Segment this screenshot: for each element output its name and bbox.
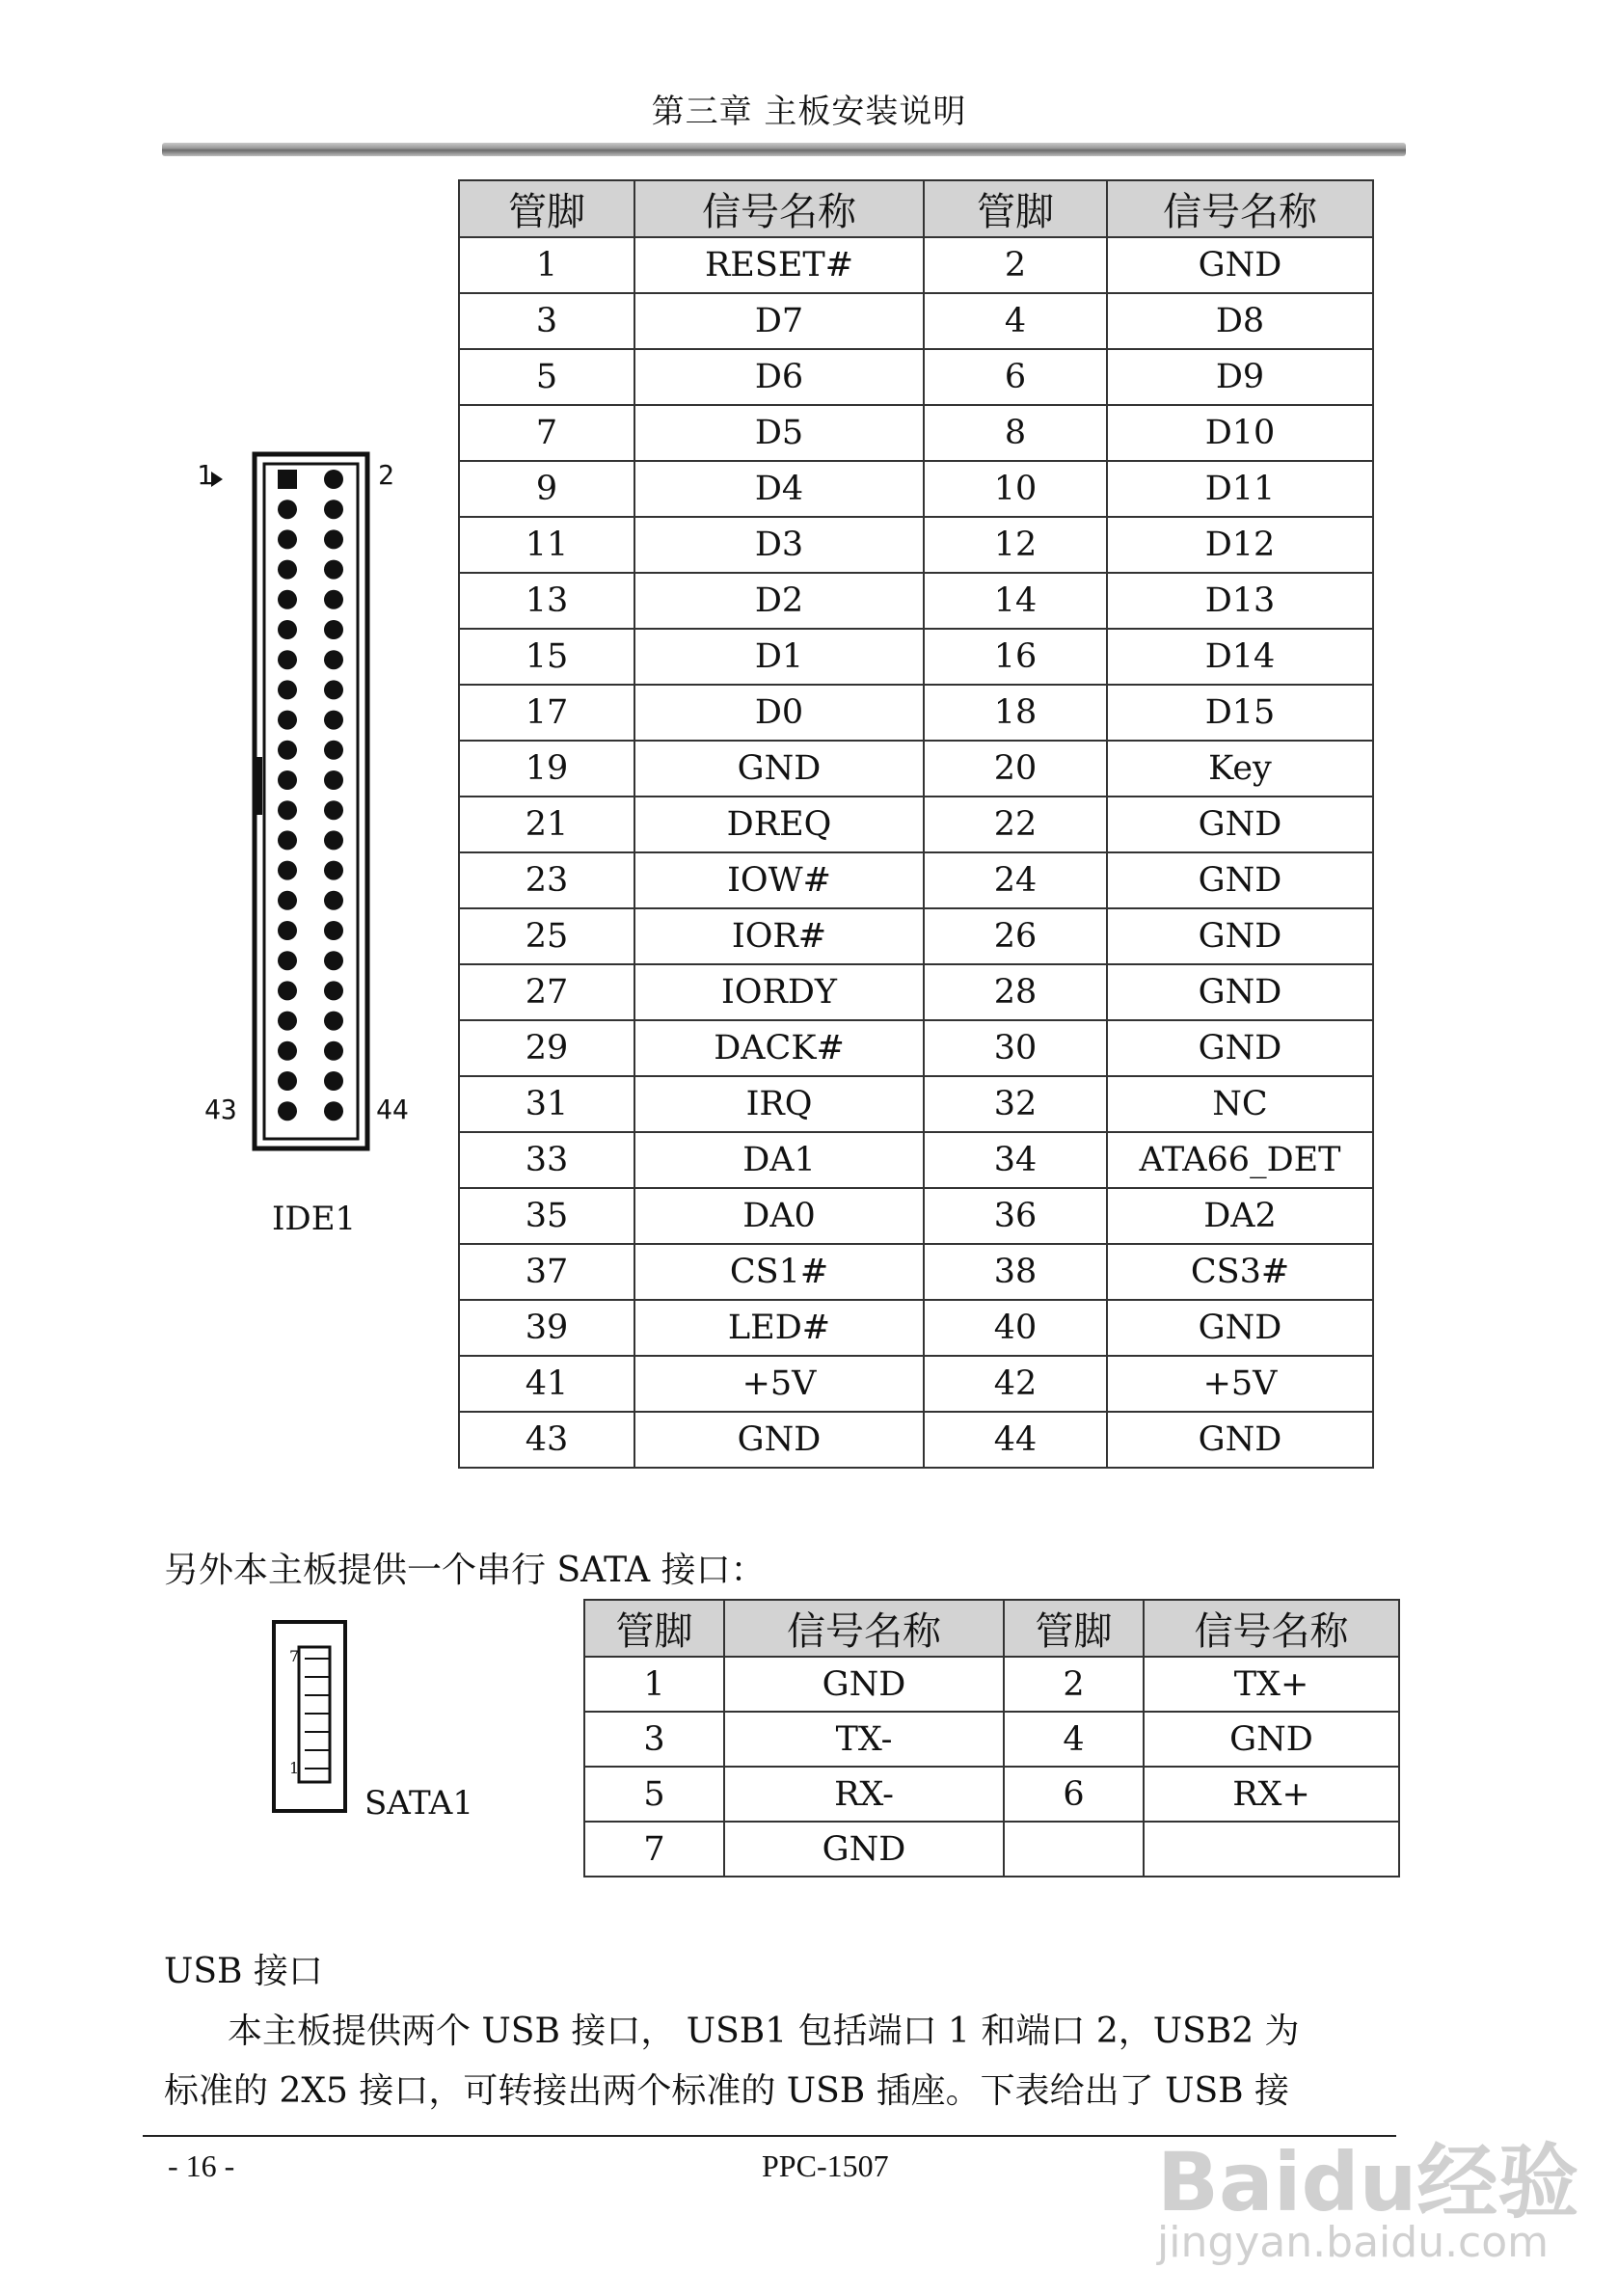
table-row: [584, 1767, 1399, 1822]
usb-paragraph-line-2: 标准的 2X5 接口，可转接出两个标准的 USB 插座。下表给出了 USB 接: [164, 2071, 1290, 2111]
pin-cell: 35: [459, 1188, 634, 1244]
connector-pin: [278, 1041, 297, 1061]
model-name: PPC-1507: [762, 2148, 889, 2183]
header-pin: 管脚: [459, 180, 634, 237]
connector-pin: [278, 560, 297, 580]
signal-cell: GND: [1107, 1300, 1373, 1356]
table-row: [459, 1356, 1373, 1412]
connector-pin: [278, 861, 297, 880]
pin-cell: 6: [1004, 1767, 1144, 1822]
connector-pin: [324, 891, 343, 910]
signal-cell: CS3#: [1107, 1244, 1373, 1300]
signal-cell: DA1: [634, 1132, 924, 1188]
connector-pin: [278, 800, 297, 820]
ide-pin-table: [458, 179, 1374, 1469]
signal-cell: +5V: [1107, 1356, 1373, 1412]
pin-cell: 3: [584, 1712, 724, 1767]
sata-connector-label: SATA1: [364, 1784, 473, 1823]
ide-pin-44-label: 44: [376, 1094, 409, 1125]
connector-pin: [278, 741, 297, 760]
connector-pin: [324, 1071, 343, 1091]
page-number: - 16 -: [168, 2148, 235, 2183]
connector-pin: [324, 529, 343, 549]
signal-cell: D2: [634, 573, 924, 629]
connector-pin: [324, 830, 343, 850]
connector-pin: [278, 1071, 297, 1091]
pin-cell: 39: [459, 1300, 634, 1356]
connector-pin: [278, 921, 297, 940]
table-row: [459, 1412, 1373, 1468]
pin-cell: 25: [459, 908, 634, 964]
pin-cell: 16: [924, 629, 1107, 685]
pin-cell: 33: [459, 1132, 634, 1188]
pin-cell: 31: [459, 1076, 634, 1132]
connector-pin: [278, 951, 297, 970]
ide-pin-1-label: 1: [197, 459, 213, 491]
table-row: [459, 964, 1373, 1020]
signal-cell: [1144, 1822, 1399, 1877]
pin-cell: 28: [924, 964, 1107, 1020]
header-pin: 管脚: [924, 180, 1107, 237]
table-row: [459, 741, 1373, 797]
signal-cell: GND: [1144, 1712, 1399, 1767]
connector-pin: [324, 921, 343, 940]
signal-cell: GND: [1107, 1412, 1373, 1468]
signal-cell: DA0: [634, 1188, 924, 1244]
pin-cell: 9: [459, 461, 634, 517]
ide-connector-diagram: [193, 439, 429, 1172]
pin-cell: 26: [924, 908, 1107, 964]
table-row: [459, 797, 1373, 852]
signal-cell: D15: [1107, 685, 1373, 741]
signal-cell: GND: [1107, 1020, 1373, 1076]
signal-cell: RESET#: [634, 237, 924, 293]
pin-cell: 44: [924, 1412, 1107, 1468]
pin-cell: 37: [459, 1244, 634, 1300]
connector-pin: [324, 1041, 343, 1061]
pin-cell: 24: [924, 852, 1107, 908]
signal-cell: ATA66_DET: [1107, 1132, 1373, 1188]
table-row: [459, 237, 1373, 293]
pin-cell: 3: [459, 293, 634, 349]
table-row: [459, 685, 1373, 741]
pin-cell: 2: [1004, 1657, 1144, 1712]
signal-cell: D8: [1107, 293, 1373, 349]
signal-cell: IRQ: [634, 1076, 924, 1132]
sata-pin-1-label: 1: [289, 1759, 300, 1777]
pin-cell: 17: [459, 685, 634, 741]
pin-cell: 12: [924, 517, 1107, 573]
signal-cell: +5V: [634, 1356, 924, 1412]
connector-pin: [278, 590, 297, 609]
table-row: [459, 1244, 1373, 1300]
pin-cell: 38: [924, 1244, 1107, 1300]
signal-cell: D10: [1107, 405, 1373, 461]
header-pin: 管脚: [584, 1600, 724, 1657]
pin-cell: 14: [924, 573, 1107, 629]
pin-cell: 7: [459, 405, 634, 461]
pin-cell: 7: [584, 1822, 724, 1877]
signal-cell: D9: [1107, 349, 1373, 405]
table-row: [584, 1712, 1399, 1767]
usb-heading: USB 接口: [164, 1952, 323, 1991]
signal-cell: DACK#: [634, 1020, 924, 1076]
signal-cell: GND: [1107, 797, 1373, 852]
signal-cell: D13: [1107, 573, 1373, 629]
signal-cell: D3: [634, 517, 924, 573]
pin-cell: 5: [459, 349, 634, 405]
signal-cell: GND: [724, 1822, 1004, 1877]
signal-cell: Key: [1107, 741, 1373, 797]
signal-cell: D12: [1107, 517, 1373, 573]
pin-cell: 2: [924, 237, 1107, 293]
pin-cell: 40: [924, 1300, 1107, 1356]
pin-cell: 4: [1004, 1712, 1144, 1767]
connector-pin: [324, 800, 343, 820]
pin-cell: 13: [459, 573, 634, 629]
ide-pin-2-label: 2: [378, 459, 394, 491]
signal-cell: GND: [724, 1657, 1004, 1712]
connector-pin: [324, 500, 343, 519]
signal-cell: GND: [1107, 852, 1373, 908]
pin-cell: 18: [924, 685, 1107, 741]
pin-cell: 36: [924, 1188, 1107, 1244]
table-header-row: [584, 1600, 1399, 1657]
pin-cell: 30: [924, 1020, 1107, 1076]
pin-cell: 10: [924, 461, 1107, 517]
table-row: [459, 1188, 1373, 1244]
signal-cell: GND: [1107, 908, 1373, 964]
connector-pin: [278, 891, 297, 910]
header-signal: 信号名称: [1107, 180, 1373, 237]
pin-cell: 8: [924, 405, 1107, 461]
pin-cell: 32: [924, 1076, 1107, 1132]
pin-cell: 1: [459, 237, 634, 293]
table-row: [459, 349, 1373, 405]
pin-cell: 15: [459, 629, 634, 685]
signal-cell: D14: [1107, 629, 1373, 685]
table-row: [459, 405, 1373, 461]
header-signal: 信号名称: [724, 1600, 1004, 1657]
connector-pin: [324, 741, 343, 760]
header-signal: 信号名称: [634, 180, 924, 237]
table-header-row: [459, 180, 1373, 237]
pin-cell: 4: [924, 293, 1107, 349]
signal-cell: RX+: [1144, 1767, 1399, 1822]
connector-pin: [278, 500, 297, 519]
connector-pin: [324, 1101, 343, 1121]
connector-pin: [278, 770, 297, 790]
pin-cell: 11: [459, 517, 634, 573]
table-row: [459, 1020, 1373, 1076]
pin-cell: 43: [459, 1412, 634, 1468]
signal-cell: IOW#: [634, 852, 924, 908]
baidu-watermark-url: jingyan.baidu.com: [1157, 2218, 1550, 2267]
table-row: [459, 852, 1373, 908]
signal-cell: GND: [634, 1412, 924, 1468]
connector-pin: [278, 830, 297, 850]
sata-pin-7-label: 7: [289, 1647, 300, 1665]
pin-cell: 41: [459, 1356, 634, 1412]
connector-pin: [278, 1012, 297, 1031]
table-row: [459, 461, 1373, 517]
signal-cell: DA2: [1107, 1188, 1373, 1244]
signal-cell: TX+: [1144, 1657, 1399, 1712]
table-row: [584, 1822, 1399, 1877]
pin-cell: 42: [924, 1356, 1107, 1412]
table-row: [459, 629, 1373, 685]
connector-pin: [324, 470, 343, 489]
header-pin: 管脚: [1004, 1600, 1144, 1657]
signal-cell: D0: [634, 685, 924, 741]
sata-connector-diagram: [270, 1618, 357, 1821]
connector-pin: [324, 711, 343, 730]
chapter-title: 第三章 主板安装说明: [651, 93, 967, 131]
pin-cell: [1004, 1822, 1144, 1877]
signal-cell: IORDY: [634, 964, 924, 1020]
usb-paragraph-line-1: 本主板提供两个 USB 接口， USB1 包括端口 1 和端口 2，USB2 为: [228, 2012, 1300, 2051]
connector-pin: [324, 650, 343, 669]
connector-pin: [278, 711, 297, 730]
sata-intro-text: 另外本主板提供一个串行 SATA 接口：: [164, 1551, 766, 1590]
table-row: [459, 573, 1373, 629]
signal-cell: D7: [634, 293, 924, 349]
connector-pin: [324, 1012, 343, 1031]
signal-cell: RX-: [724, 1767, 1004, 1822]
connector-pin: [324, 770, 343, 790]
pin-cell: 1: [584, 1657, 724, 1712]
signal-cell: TX-: [724, 1712, 1004, 1767]
pin-cell: 6: [924, 349, 1107, 405]
header-rule: [162, 143, 1406, 156]
signal-cell: D5: [634, 405, 924, 461]
connector-pin: [324, 680, 343, 699]
signal-cell: CS1#: [634, 1244, 924, 1300]
pin-cell: 23: [459, 852, 634, 908]
table-row: [459, 1132, 1373, 1188]
sata-pin-table: [583, 1599, 1400, 1877]
pin-cell: 29: [459, 1020, 634, 1076]
pin-cell: 21: [459, 797, 634, 852]
connector-pin: [278, 470, 297, 489]
signal-cell: IOR#: [634, 908, 924, 964]
connector-pin: [324, 951, 343, 970]
connector-pin: [278, 981, 297, 1000]
signal-cell: GND: [634, 741, 924, 797]
signal-cell: D11: [1107, 461, 1373, 517]
pin-cell: 19: [459, 741, 634, 797]
table-row: [459, 1300, 1373, 1356]
signal-cell: GND: [1107, 237, 1373, 293]
signal-cell: D4: [634, 461, 924, 517]
table-row: [584, 1657, 1399, 1712]
signal-cell: NC: [1107, 1076, 1373, 1132]
connector-pin: [324, 861, 343, 880]
baidu-watermark-logo: Baidu经验: [1157, 2135, 1579, 2229]
ide-connector-label: IDE1: [272, 1200, 357, 1238]
connector-pin: [324, 560, 343, 580]
header-signal: 信号名称: [1144, 1600, 1399, 1657]
pin-cell: 27: [459, 964, 634, 1020]
signal-cell: DREQ: [634, 797, 924, 852]
connector-pin: [278, 620, 297, 639]
pin-cell: 22: [924, 797, 1107, 852]
table-row: [459, 1076, 1373, 1132]
connector-pin: [324, 590, 343, 609]
signal-cell: GND: [1107, 964, 1373, 1020]
connector-pin: [278, 1101, 297, 1121]
connector-pin: [278, 650, 297, 669]
connector-pin: [278, 680, 297, 699]
table-row: [459, 517, 1373, 573]
connector-pin: [324, 620, 343, 639]
pin-cell: 34: [924, 1132, 1107, 1188]
signal-cell: D1: [634, 629, 924, 685]
signal-cell: LED#: [634, 1300, 924, 1356]
connector-pin: [278, 529, 297, 549]
table-row: [459, 908, 1373, 964]
pin-cell: 20: [924, 741, 1107, 797]
pin-cell: 5: [584, 1767, 724, 1822]
connector-pin: [324, 981, 343, 1000]
ide-pin-43-label: 43: [204, 1094, 237, 1125]
signal-cell: D6: [634, 349, 924, 405]
table-row: [459, 293, 1373, 349]
